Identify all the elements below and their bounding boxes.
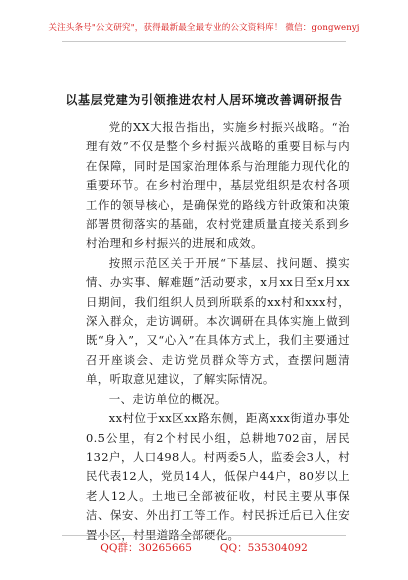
header-divider [62,41,346,42]
qq-number: QQ：535304092 [219,542,308,554]
section-heading: 一、走访单位的概况。 [108,391,227,406]
paragraph-intro: 党的XX大报告指出，实施乡村振兴战略。“治理有效”不仅是整个乡村振兴战略的重要目标与内在保障，同时是国家治理体系与治理能力现代化的重要环节。在乡村治理中，基层党组织是农村各项工作的领导核心，是确保党的路线方针政策和决策部署贯彻落实的基础，农村党建质量直接关系到乡村治理和乡村振兴的进展和成效。 [86,120,350,251]
document-title: 以基层党建为引领推进农村人居环境改善调研报告 [65,93,343,107]
document-body [86,118,350,545]
paragraph-activity: 按照示范区关于开展“下基层、找问题、摸实情、办实事、解难题”活动要求，x月xx日至x月xx日期间，我们组织人员到所联系的xx村和xxx村，深入群众，走访调研。本次调研在具体实施上做到既“身入”，又“心入”在具体方式上，我们主要通过召开座谈会、走访党员群众等方式，查摆问题清单，听取意见建议，了解实际情况。 [86,255,350,387]
qq-group: QQ群：30265665 [100,542,192,554]
paragraph-village-overview: xx村位于xx区xx路东侧，距离xxx街道办事处0.5公里，有2个村民小组，总耕地702亩，居民132户，人口498人。村两委5人，监委会3人，村民代表12人，党员14人，低保户44户，80岁以上老人12人。土地已全部被征收，村民主要从事保洁、保安、外出打工等工作。村民拆迁后已入住安置小区，村里道路全部硬化。 [86,411,350,542]
header-banner: 关注头条号"公文研究"，获得最新最全最专业的公文资料库！ 微信：gongwenyj [48,23,360,33]
footer-divider [62,535,346,536]
footer-contact [0,540,408,555]
